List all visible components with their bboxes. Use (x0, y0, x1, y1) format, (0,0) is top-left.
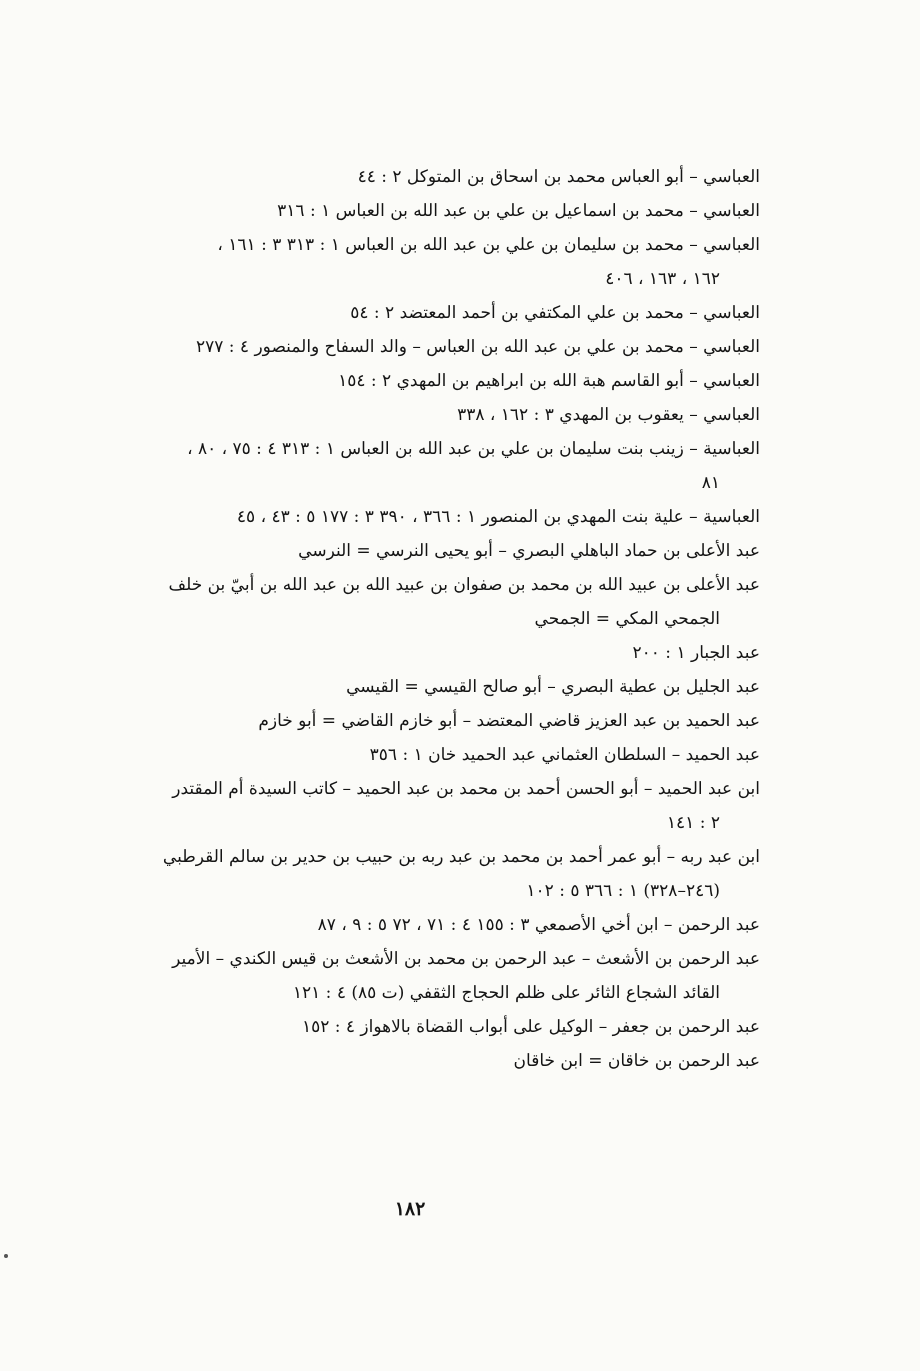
index-entry: العباسية – زينب بنت سليمان بن علي بن عبد الله بن العباس ١ : ٣١٣ ٤ : ٧٥ ، ٨٠ ، (187, 439, 760, 459)
index-entry: العباسي – أبو القاسم هبة الله بن ابراهيم بن المهدي ٢ : ١٥٤ (338, 371, 760, 391)
index-entry: عبد الرحمن – ابن أخي الأصمعي ٣ : ١٥٥ ٤ : ٧١ ، ٧٢ ٥ : ٩ ، ٨٧ (317, 915, 760, 935)
index-entry-continuation: (٢٤٦–٣٢٨) ١ : ٣٦٦ ٥ : ١٠٢ (526, 881, 720, 901)
index-entry: عبد الرحمن بن خاقان = ابن خاقان (513, 1051, 760, 1071)
index-entry: ابن عبد ربه – أبو عمر أحمد بن محمد بن عبد ربه بن حبيب بن حدير بن سالم القرطبي (162, 847, 760, 867)
index-entries (80, 160, 760, 1078)
index-entry-continuation: ٢ : ١٤١ (666, 813, 720, 833)
index-entry: عبد الحميد بن عبد العزيز قاضي المعتضد – أبو خازم القاضي = أبو خازم (258, 711, 760, 731)
index-entry: عبد الجليل بن عطية البصري – أبو صالح القيسي = القيسي (346, 677, 760, 697)
index-entry: العباسية – علية بنت المهدي بن المنصور ١ : ٣٦٦ ، ٣٩٠ ٣ : ١٧٧ ٥ : ٤٣ ، ٤٥ (236, 507, 760, 527)
index-entry: عبد الأعلى بن حماد الباهلي البصري – أبو يحيى النرسي = النرسي (298, 541, 760, 561)
index-entry: العباسي – محمد بن اسماعيل بن علي بن عبد الله بن العباس ١ : ٣١٦ (277, 201, 760, 221)
index-entry: العباسي – أبو العباس محمد بن اسحاق بن المتوكل ٢ : ٤٤ (357, 167, 760, 187)
index-entry: عبد الرحمن بن الأشعث – عبد الرحمن بن محمد بن الأشعث بن قيس الكندي – الأمير (172, 949, 760, 969)
print-speck (4, 1254, 8, 1258)
index-entry: عبد الرحمن بن جعفر – الوكيل على أبواب القضاة بالاهواز ٤ : ١٥٢ (301, 1017, 760, 1037)
index-entry-continuation: القائد الشجاع الثائر على ظلم الحجاج الثقفي (ت ٨٥) ٤ : ١٢١ (292, 983, 720, 1003)
index-entry: العباسي – محمد بن علي بن عبد الله بن العباس – والد السفاح والمنصور ٤ : ٢٧٧ (195, 337, 760, 357)
index-entry-continuation: ٨١ (701, 473, 720, 493)
page-number: ١٨٢ (394, 1198, 426, 1220)
index-entry-continuation: الجمحي المكي = الجمحي (534, 609, 720, 629)
index-entry-continuation: ١٦٢ ، ١٦٣ ، ٤٠٦ (605, 269, 720, 289)
index-entry: العباسي – يعقوب بن المهدي ٣ : ١٦٢ ، ٣٣٨ (457, 405, 760, 425)
index-entry: العباسي – محمد بن سليمان بن علي بن عبد الله بن العباس ١ : ٣١٣ ٣ : ١٦١ ، (217, 235, 760, 255)
index-entry: ابن عبد الحميد – أبو الحسن أحمد بن محمد بن عبد الحميد – كاتب السيدة أم المقتدر (172, 779, 760, 799)
index-entry: عبد الجبار ١ : ٢٠٠ (632, 643, 760, 663)
index-entry: عبد الحميد – السلطان العثماني عبد الحميد خان ١ : ٣٥٦ (369, 745, 760, 765)
index-entry: العباسي – محمد بن علي المكتفي بن أحمد المعتضد ٢ : ٥٤ (350, 303, 760, 323)
index-entry: عبد الأعلى بن عبيد الله بن محمد بن صفوان بن عبيد الله بن عبد الله بن أبيّ بن خلف (168, 575, 760, 595)
